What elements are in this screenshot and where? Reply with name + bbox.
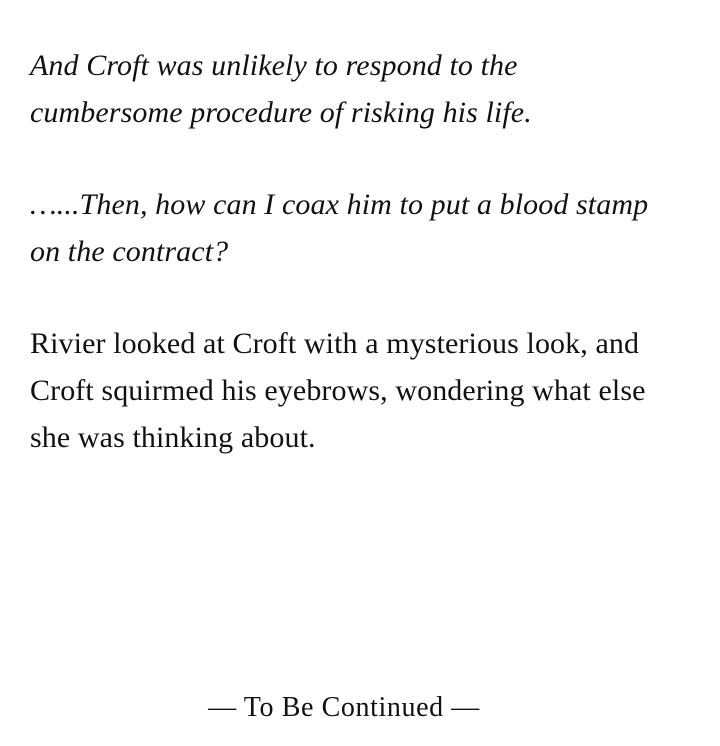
paragraph-2: …...Then, how can I coax him to put a blood stamp on the contract? [30,187,649,269]
to-be-continued-footer: — To Be Continued — [208,692,480,723]
paragraph-3: Rivier looked at Croft with a mysterious look, and Croft squirmed his eyebrows, wondering what else she was thinking about. [30,326,646,455]
paragraph-1: And Croft was unlikely to respond to the cumbersome procedure of risking his life. [30,49,532,130]
page-spacer [30,506,668,692]
